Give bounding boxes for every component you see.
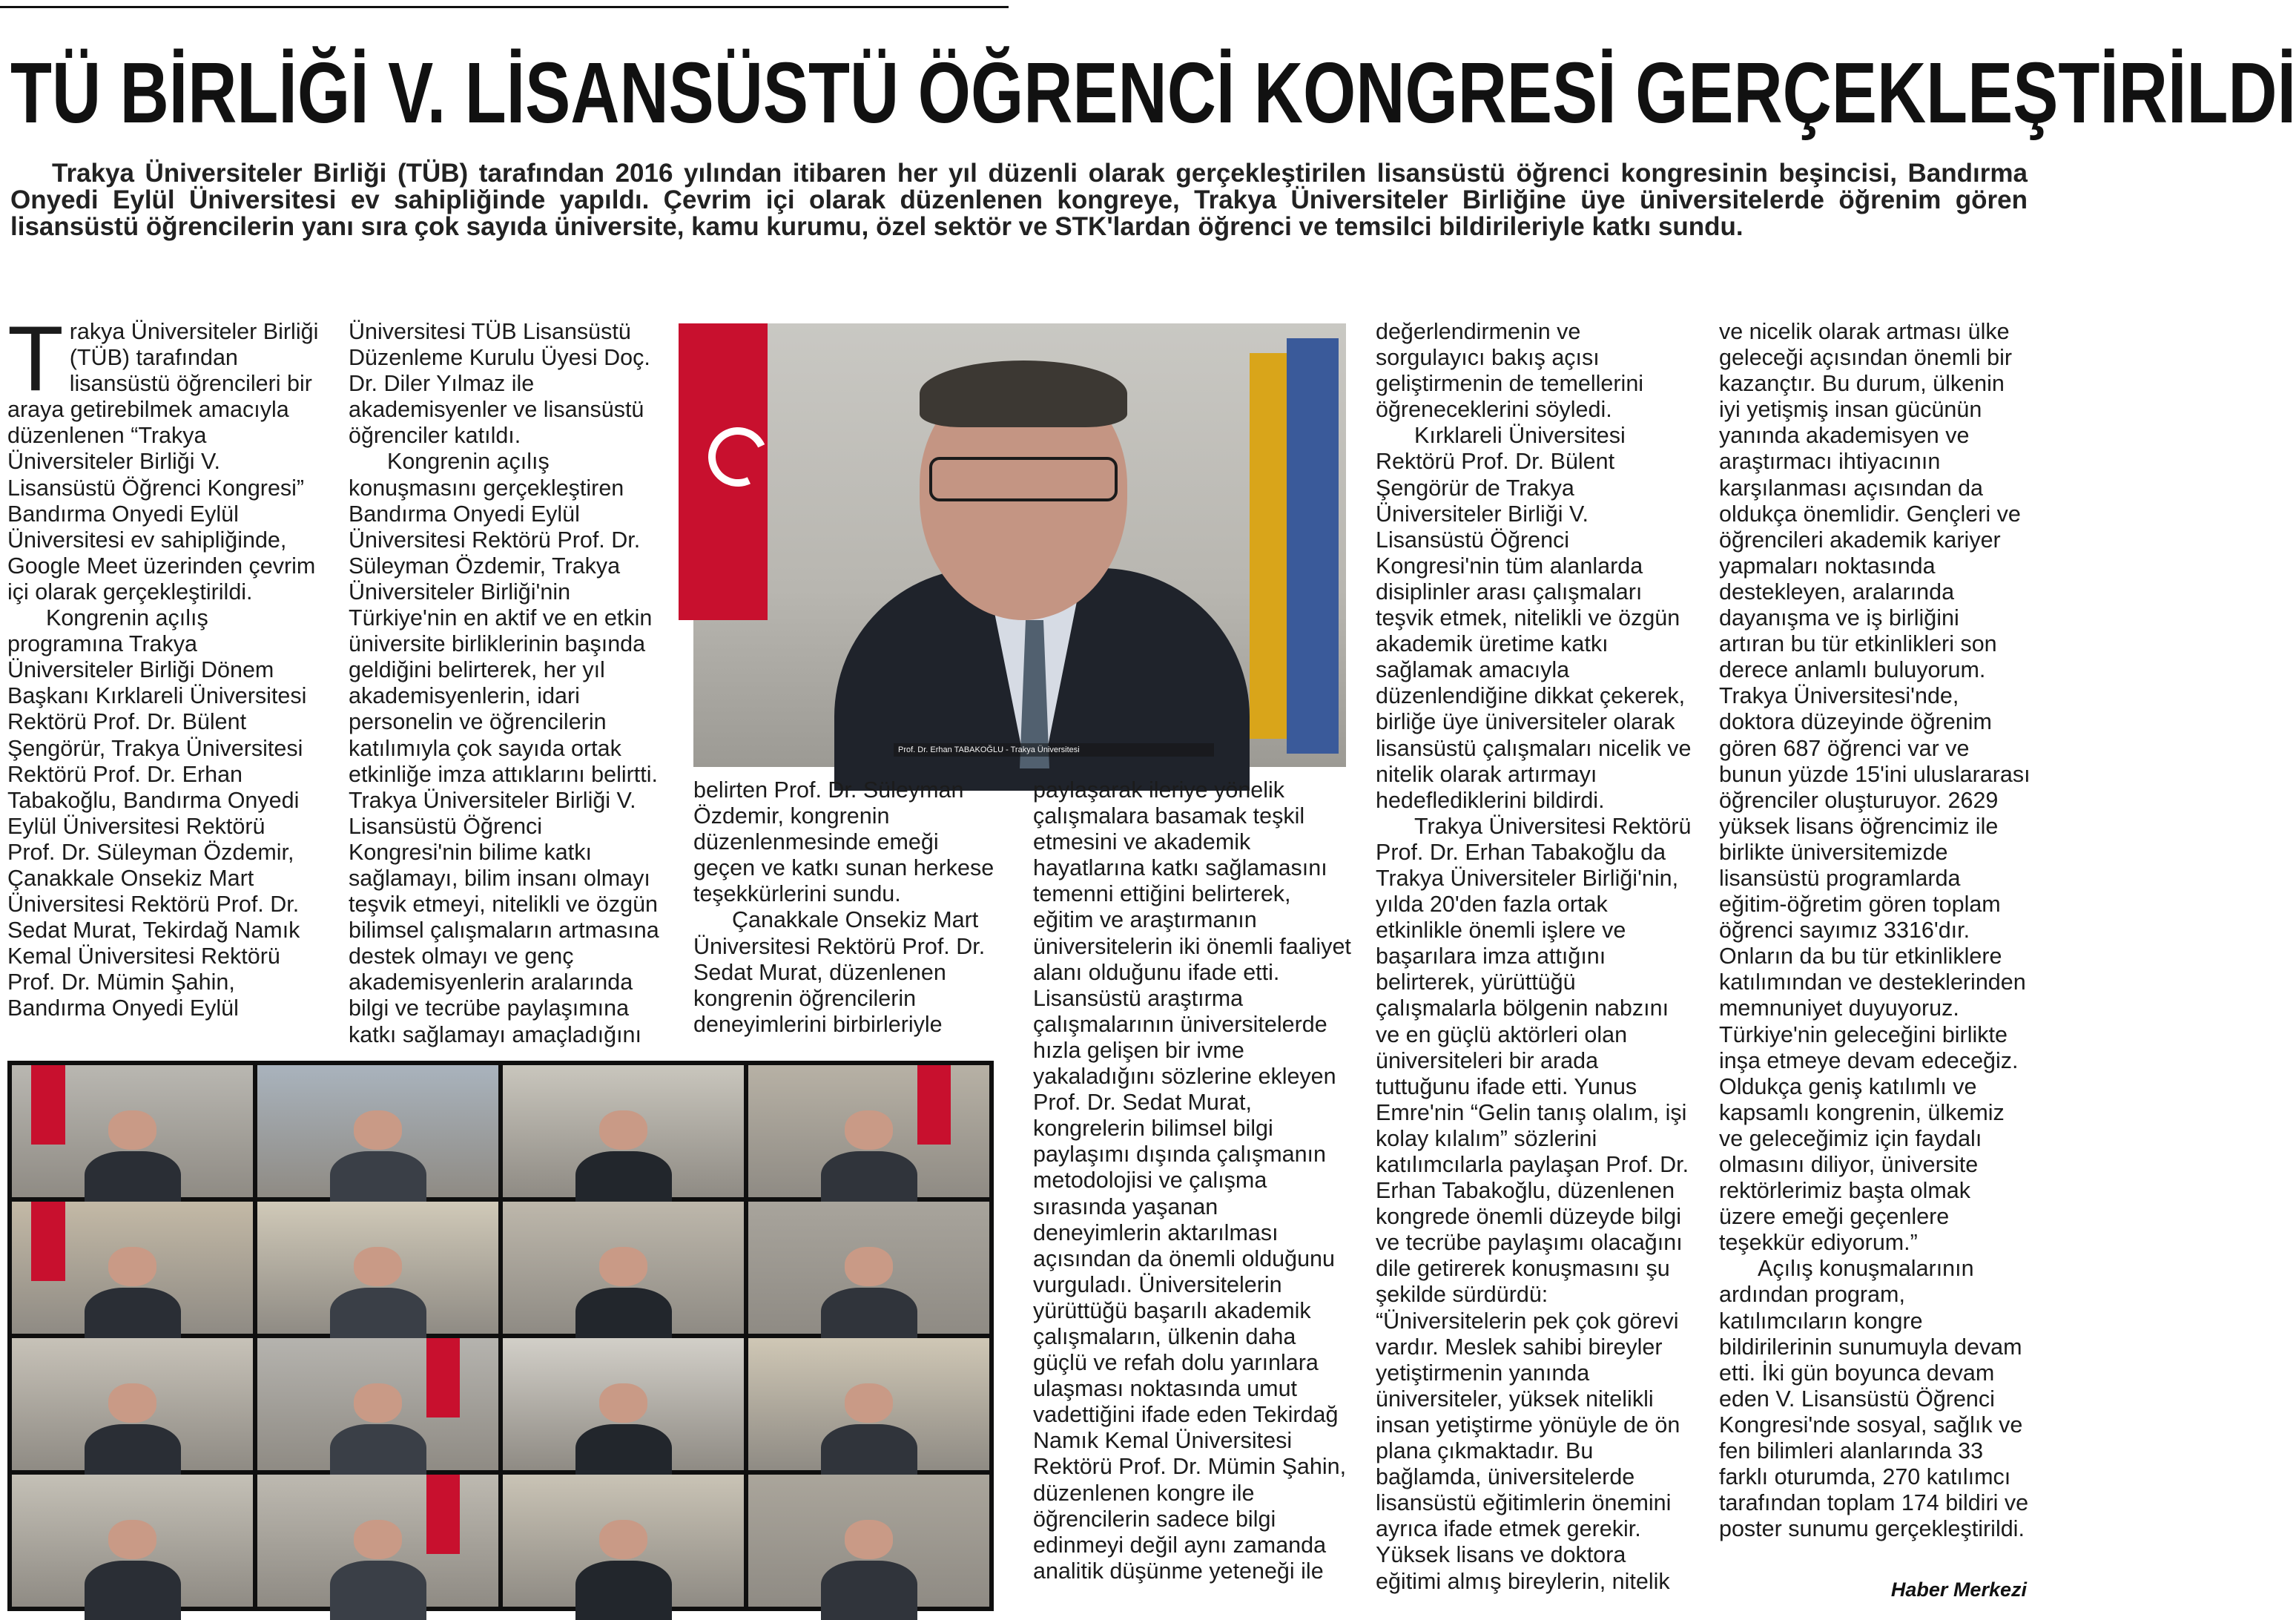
participant-body: [330, 1561, 426, 1620]
lead-paragraph: Trakya Üniversiteler Birliği (TÜB) tarafından 2016 yılından itibaren her yıl düzenli olarak gerçekleştirilen lisansüstü öğrenci kongresinin beşincisi, Bandırma Onyedi Eylül Üniversitesi ev sahipliğinde yapıldı. Çevrim içi olarak düzenlenen kongreye, Trakya Üniversiteler Birliğine üye üniversitelerde öğrenim gören lisansüstü öğrencilerin yanı sıra çok sayıda üniversite, kamu kurumu, özel sektör ve STK'lardan öğrenci ve temsilci bildirileriyle katkı sundu.: [10, 159, 2028, 241]
article-column-4: [1033, 777, 1352, 1608]
participant-video-tile: [12, 1065, 253, 1197]
glasses: [929, 457, 1118, 501]
turkish-flag: [31, 1202, 65, 1281]
participant-face: [845, 1520, 893, 1559]
participant-face: [599, 1520, 647, 1559]
participant-video-tile: [748, 1202, 989, 1334]
participant-face: [108, 1383, 156, 1423]
paragraph: Kongrenin açılış programına Trakya Üniversiteler Birliği Dönem Başkanı Kırklareli Üniversitesi Rektörü Prof. Dr. Bülent Şengörür, Trakya Üniversitesi Rektörü Prof. Dr. Erhan Tabakoğlu, Bandırma Onyedi Eylül Üniversitesi Rektörü Prof. Dr. Süleyman Özdemir, Çanakkale Onsekiz Mart Üniversitesi Rektörü Prof. Dr. Sedat Murat, Tekirdağ Namık Kemal Üniversitesi Rektörü Prof. Dr. Mümin Şahin, Bandırma Onyedi Eylül: [7, 605, 307, 1021]
participant-face: [354, 1520, 402, 1559]
participant-face: [845, 1383, 893, 1423]
participant-video-tile: [503, 1202, 744, 1334]
participant-face: [108, 1520, 156, 1559]
participant-face: [599, 1110, 647, 1150]
participant-video-tile: [257, 1475, 498, 1607]
paragraph: Trakya Üniversiteler Birliği (TÜB) tarafından lisansüstü öğrencileri bir araya getirebilmek amacıyla düzenlenen “Trakya Üniversiteler Birliği V. Lisansüstü Öğrenci Kongresi” Bandırma Onyedi Eylül Üniversitesi ev sahipliğinde, Google Meet üzerinden çevrim içi olarak gerçekleştirildi.: [7, 308, 319, 605]
participant-body: [575, 1561, 672, 1620]
turkish-flag: [426, 1475, 461, 1554]
article-column-5: [1376, 319, 1695, 1610]
turkish-flag: [426, 1338, 461, 1418]
participant-video-tile: [257, 1338, 498, 1470]
paragraph: değerlendirmenin ve sorgulayıcı bakış açısı geliştirmenin de temellerini öğreneceklerini söyledi.: [1376, 319, 1644, 423]
article-column-2: [349, 319, 660, 1053]
headline: TÜ BİRLİĞİ V. LİSANSÜSTÜ ÖĞRENCİ KONGRESİ GERÇEKLEŞTİRİLDİ: [10, 45, 2296, 141]
participant-face: [599, 1383, 647, 1423]
paragraph: “Üniversitelerin pek çok görevi vardır. Meslek sahibi bireyler yetiştirmenin yanında üniversiteler, yüksek nitelikli insan yetiştirme yönüyle de ön plana çıkmaktadır. Bu bağlamda, üniversitelerde lisansüstü eğitimlerin önemini ayrıca ifade etmek gerekir. Yüksek lisans ve doktora eğitimi almış bireylerin, nitelik: [1376, 1308, 1680, 1594]
participant-video-tile: [748, 1065, 989, 1197]
participant-face: [599, 1247, 647, 1286]
participant-body: [821, 1561, 917, 1620]
paragraph: Açılış konuşmalarının ardından program, katılımcıların kongre bildirilerinin sunumuyla devam etti. İki gün boyunca devam eden V. Lisansüstü Öğrenci Kongresi'nde sosyal, sağlık ve fen bilimleri alanlarında 33 farklı oturumda, 270 katılımcı tarafından toplam 174 bildiri ve poster sunumu gerçekleştirildi.: [1719, 1256, 2029, 1542]
paragraph: Kırklareli Üniversitesi Rektörü Prof. Dr. Bülent Şengörür de Trakya Üniversiteler Birliği V. Lisansüstü Öğrenci Kongresi'nin tüm alanlarda disiplinler arası çalışmaları teşvik etmek, nitelikli ve özgün akademik üretime katkı sağlamak amacıyla düzenlendiğine dikkat çekerek, birliğe üye üniversiteler olarak lisansüstü çalışmaları nicelik ve nitelik olarak artırmayı hedeflediklerini bildirdi.: [1376, 423, 1692, 813]
participant-video-tile: [503, 1065, 744, 1197]
participant-face: [845, 1247, 893, 1286]
byline: Haber Merkezi: [1890, 1578, 2027, 1601]
hair: [920, 360, 1127, 427]
paragraph: belirten Prof. Dr. Süleyman Özdemir, kongrenin düzenlenmesinde emeği geçen ve katkı sunan herkese teşekkürlerini sundu.: [693, 777, 994, 907]
participant-face: [108, 1110, 156, 1150]
participant-video-tile: [503, 1338, 744, 1470]
participant-video-tile: [12, 1202, 253, 1334]
paragraph: Kongrenin açılış konuşmasını gerçekleştiren Bandırma Onyedi Eylül Üniversitesi Rektörü Prof. Dr. Süleyman Özdemir, Trakya Üniversiteler Birliği'nin Türkiye'nin en aktif ve en etkin üniversite birliklerinin başında geldiğini belirterek, her yıl akademisyenlerin, idari personelin ve öğrencilerin katılımıyla çok sayıda ortak etkinliğe imza attıklarını belirtti. Trakya Üniversiteler Birliği V. Lisansüstü Öğrenci Kongresi'nin bilime katkı sağlamayı, bilim insanı olmayı teşvik etmeyi, nitelikli ve özgün bilimsel çalışmaların artmasına destek olmayı ve genç akademisyenlerin aralarında bilgi ve tecrübe paylaşımına katkı sağlamayı amaçladığını: [349, 449, 659, 1047]
participant-face: [354, 1110, 402, 1150]
top-rule: [0, 6, 1009, 8]
university-flag: [1287, 338, 1339, 754]
participant-video-tile: [12, 1475, 253, 1607]
participant-face: [845, 1110, 893, 1150]
article-column-3: [693, 777, 1005, 1053]
participant-video-tile: [257, 1065, 498, 1197]
participant-face: [354, 1383, 402, 1423]
participant-video-tile: [257, 1202, 498, 1334]
rector-portrait-photo: [693, 323, 1346, 767]
participant-body: [85, 1561, 181, 1620]
article-column-1: [7, 308, 319, 1053]
university-flag: [1250, 353, 1287, 739]
paragraph: Trakya Üniversitesi Rektörü Prof. Dr. Erhan Tabakoğlu da Trakya Üniversiteler Birliği'nin, yılda 20'den fazla ortak etkinlikle önemli işlere ve başarılara imza attığını belirterek, yürüttüğü çalışmalarla bölgenin nabzını ve en güçlü aktörleri olan üniversiteleri bir arada tuttuğunu ifade etti. Yunus Emre'nin “Gelin tanış olalım, işi kolay kılalım” sözlerini katılımcılarla paylaşan Prof. Dr. Erhan Tabakoğlu, düzenlenen kongrede önemli düzeyde bilgi ve tecrübe paylaşımı olacağını dile getirerek konuşmasını şu şekilde sürdürdü:: [1376, 813, 1692, 1308]
turkish-flag: [31, 1065, 65, 1145]
participant-video-tile: [12, 1338, 253, 1470]
participant-video-tile: [503, 1475, 744, 1607]
video-conference-photo: [7, 1061, 994, 1611]
article-column-6: [1719, 319, 2031, 1543]
photo-caption: Prof. Dr. Erhan TABAKOĞLU - Trakya Üniversitesi: [894, 743, 1214, 757]
paragraph: ve nicelik olarak artması ülke geleceği açısından önemli bir kazançtır. Bu durum, ülkenin iyi yetişmiş insan gücünün yanında akademisyen ve araştırmacı ihtiyacının karşılanması açısından da oldukça önemlidir. Gençleri ve öğrencileri akademik kariyer yapmaları noktasında destekleyen, aralarında dayanışma ve iş birliğini artıran bu tür etkinlikleri son derece anlamlı buluyorum. Trakya Üniversitesi'nde, doktora düzeyinde öğrenim gören 687 öğrenci var ve bunun yüzde 15'ini uluslararası öğrenciler oluşturuyor. 2629 yüksek lisans öğrencimiz ile birlikte üniversitemizde lisansüstü programlarda eğitim-öğretim gören toplam öğrenci sayımız 3316'dır. Onların da bu tür etkinliklere katılımından ve desteklerinden memnuniyet duyuyoruz. Türkiye'nin geleceğini birlikte inşa etmeye devam edeceğiz. Oldukça geniş katılımlı ve kapsamlı kongrenin, ülkemiz ve geleceğimiz için faydalı olmasını diliyor, üniversite rektörlerimiz başta olmak üzere emeği geçenlere teşekkür ediyorum.”: [1719, 319, 2031, 1256]
paragraph: paylaşarak ileriye yönelik çalışmalara basamak teşkil etmesini ve akademik hayatlarına katkı sağlamasını temenni ettiğini belirterek, eğitim ve araştırmanın üniversitelerin iki önemli faaliyet alanı olduğunu ifade etti. Lisansüstü araştırma çalışmalarının üniversitelerde hızla gelişen bir ivme yakaladığını sözlerine ekleyen Prof. Dr. Sedat Murat, kongrelerin bilimsel bilgi paylaşımı dışında çalışmanın metodolojisi ve çalışma sırasında yaşanan deneyimlerin aktarılması açısından da önemli olduğunu vurguladı. Üniversitelerin yürüttüğü başarılı akademik çalışmaların, ülkenin daha güçlü ve refah dolu yarınlara ulaşması noktasında umut vadettiğini ifade eden Tekirdağ Namık Kemal Üniversitesi Rektörü Prof. Dr. Mümin Şahin, düzenlenen kongre ile öğrencilerin sadece bilgi edinmeyi değil aynı zamanda analitik düşünme yeteneği ile: [1033, 777, 1351, 1584]
participant-face: [108, 1247, 156, 1286]
turkish-flag: [917, 1065, 951, 1145]
paragraph: Üniversitesi TÜB Lisansüstü Düzenleme Kurulu Üyesi Doç. Dr. Diler Yılmaz ile akademisyenler ve lisansüstü öğrenciler katıldı.: [349, 319, 650, 449]
participant-video-tile: [748, 1475, 989, 1607]
participant-face: [354, 1247, 402, 1286]
paragraph: Çanakkale Onsekiz Mart Üniversitesi Rektörü Prof. Dr. Sedat Murat, düzenlenen kongrenin öğrencilerin deneyimlerini birbirleriyle: [693, 907, 986, 1037]
participant-video-tile: [748, 1338, 989, 1470]
